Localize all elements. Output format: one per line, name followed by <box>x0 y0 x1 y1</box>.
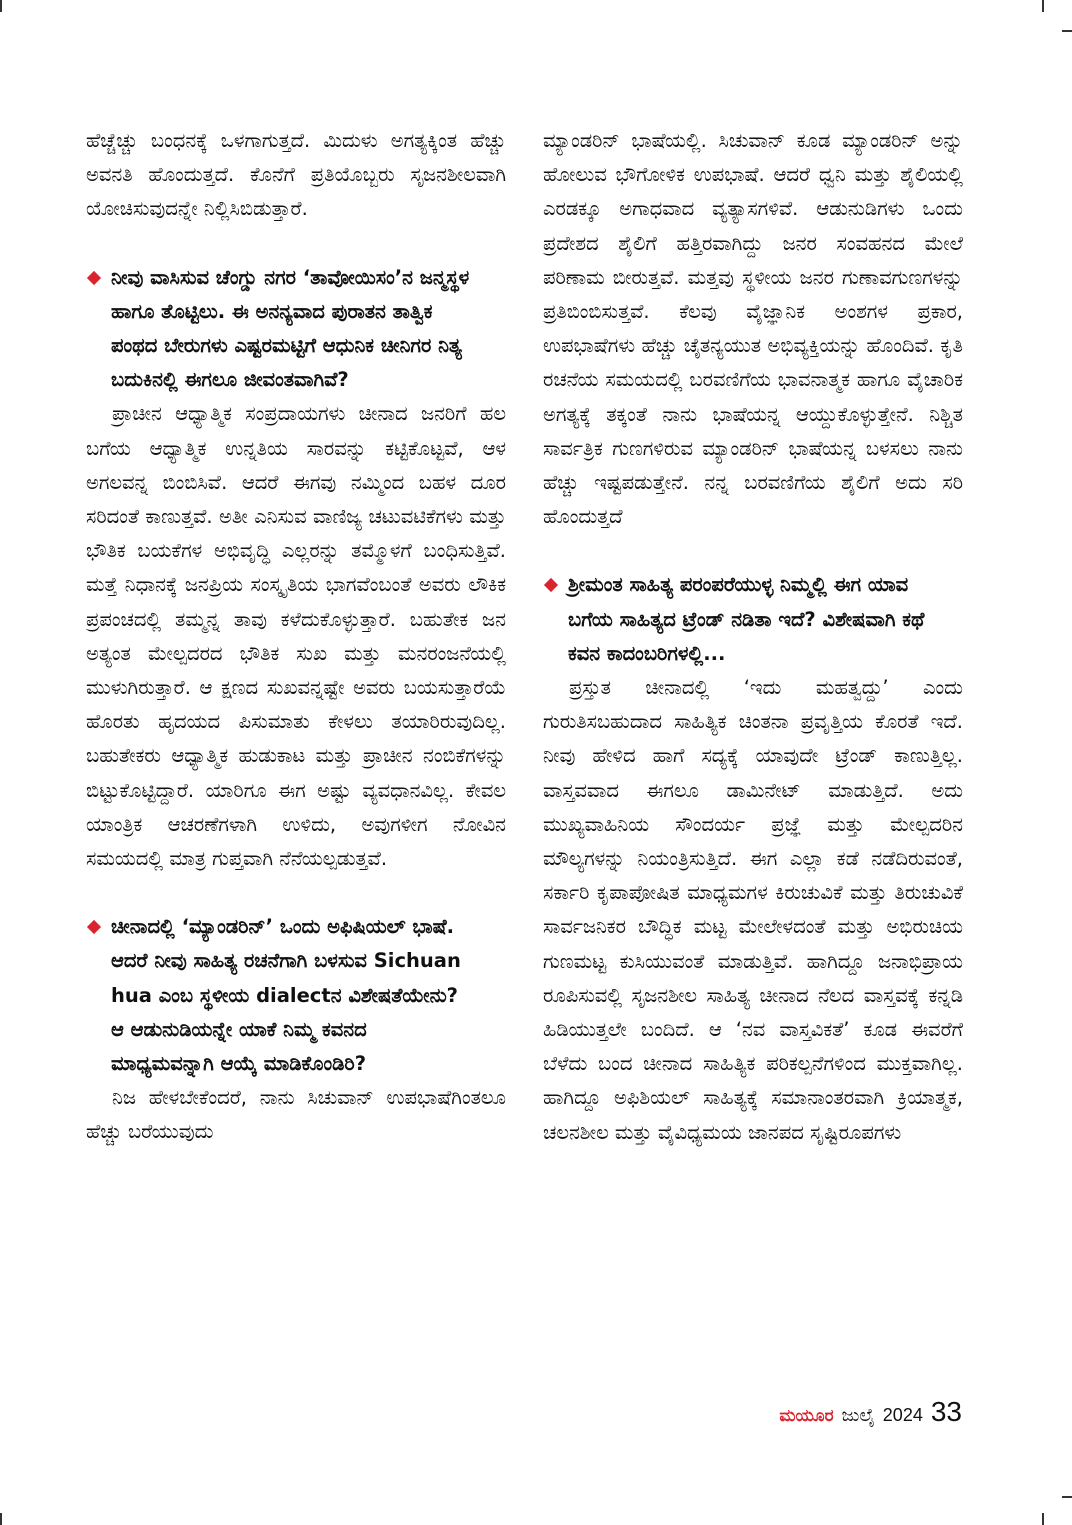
question-text: ಶ್ರೀಮಂತ ಸಾಹಿತ್ಯ ಪರಂಪರೆಯುಳ್ಳ ನಿಮ್ಮಲ್ಲಿ ಈಗ ಯಾವ ಬಗೆಯ ಸಾಹಿತ್ಯದ ಟ್ರೆಂಡ್ ನಡಿತಾ ಇದೆ? ವಿಶೇಷವಾಗಿ ಕಥೆ ಕವನ ಕಾದಂಬರಿಗಳಲ್ಲಿ... <box>568 573 925 665</box>
question-text: ನೀವು ವಾಸಿಸುವ ಚೆಂಗ್ಡು ನಗರ ‘ತಾವೋಯಿಸಂ’ನ ಜನ್ಮಸ್ಥಳ ಹಾಗೂ ತೊಟ್ಟಿಲು. ಈ ಅನನ್ಯವಾದ ಪುರಾತನ ತಾತ್ವಿಕ ಪಂಥದ ಬೇರುಗಳು ಎಷ್ಟರಮಟ್ಟಿಗೆ ಆಧುನಿಕ ಚೀನಿಗರ ನಿತ್ಯ ಬದುಕಿನಲ್ಲಿ ಈಗಲೂ ಜೀವಂತವಾಗಿವೆ? <box>111 265 470 392</box>
crop-mark-top-left <box>0 0 2 12</box>
question-block <box>86 910 506 1081</box>
crop-mark-right-lower <box>1062 1496 1072 1498</box>
issue-month: ಜುಲೈ <box>841 1405 875 1426</box>
left-column <box>86 124 506 1150</box>
crop-mark-right-upper <box>1062 30 1072 32</box>
answer-paragraph: ಪ್ರಾಚೀನ ಆಧ್ಯಾತ್ಮಿಕ ಸಂಪ್ರದಾಯಗಳು ಚೀನಾದ ಜನರಿಗೆ ಹಲ ಬಗೆಯ ಆಧ್ಯಾತ್ಮಿಕ ಉನ್ನತಿಯ ಸಾರವನ್ನು ಕಟ್ಟಿಕೊಟ್ಟವೆ, ಆಳ ಅಗಲವನ್ನ ಬಿಂಬಿಸಿವೆ. ಆದರೆ ಈಗವು ನಮ್ಮಿಂದ ಬಹಳ ದೂರ ಸರಿದಂತೆ ಕಾಣುತ್ತವೆ. ಅತೀ ಎನಿಸುವ ವಾಣಿಜ್ಯ ಚಟುವಟಿಕೆಗಳು ಮತ್ತು ಭೌತಿಕ ಬಯಕೆಗಳ ಅಭಿವೃದ್ಧಿ ಎಲ್ಲರನ್ನು ತಮ್ಮೊಳಗೆ ಬಂಧಿಸುತ್ತಿವೆ. ಮತ್ತೆ ನಿಧಾನಕ್ಕೆ ಜನಪ್ರಿಯ ಸಂಸ್ಕೃತಿಯ ಭಾಗವೆಂಬಂತೆ ಅವರು ಲೌಕಿಕ ಪ್ರಪಂಚದಲ್ಲಿ ತಮ್ಮನ್ನ ತಾವು ಕಳೆದುಕೊಳ್ಳುತ್ತಾರೆ. ಬಹುತೇಕ ಜನ ಅತ್ಯಂತ ಮೇಲ್ಪದರದ ಭೌತಿಕ ಸುಖ ಮತ್ತು ಮನರಂಜನೆಯಲ್ಲಿ ಮುಳುಗಿರುತ್ತಾರೆ. ಆ ಕ್ಷಣದ ಸುಖವನ್ನಷ್ಟೇ ಅವರು ಬಯಸುತ್ತಾರೆಯೆ ಹೊರತು ಹೃದಯದ ಪಿಸುಮಾತು ಕೇಳಲು ತಯಾರಿರುವುದಿಲ್ಲ. ಬಹುತೇಕರು ಆಧ್ಯಾತ್ಮಿಕ ಹುಡುಕಾಟ ಮತ್ತು ಪ್ರಾಚೀನ ನಂಬಿಕೆಗಳನ್ನು ಬಿಟ್ಟುಕೊಟ್ಟಿದ್ದಾರೆ. ಯಾರಿಗೂ ಈಗ ಅಷ್ಟು ವ್ಯವಧಾನವಿಲ್ಲ. ಕೇವಲ ಯಾಂತ್ರಿಕ ಆಚರಣೆಗಳಾಗಿ ಉಳಿದು, ಅವುಗಳೀಗ ನೋವಿನ ಸಮಯದಲ್ಲಿ ಮಾತ್ರ ಗುಪ್ತವಾಗಿ ನೆನೆಯಲ್ಪಡುತ್ತವೆ. <box>86 402 506 871</box>
question-block <box>543 568 963 671</box>
answer-paragraph: ನಿಜ ಹೇಳಬೇಕೆಂದರೆ, ನಾನು ಸಿಚುವಾನ್ ಉಪಭಾಷೆಗಿಂತಲೂ ಹೆಚ್ಚು ಬರೆಯುವುದು <box>86 1086 506 1144</box>
section-gap <box>86 876 506 910</box>
diamond-bullet-icon <box>544 578 558 592</box>
paragraph: ಮ್ಯಾಂಡರಿನ್ ಭಾಷೆಯಲ್ಲಿ. ಸಿಚುವಾನ್ ಕೂಡ ಮ್ಯಾಂಡರಿನ್ ಅನ್ನು ಹೋಲುವ ಭೌಗೋಳಿಕ ಉಪಭಾಷೆ. ಆದರೆ ಧ್ವನಿ ಮತ್ತು ಶೈಲಿಯಲ್ಲಿ ಎರಡಕ್ಕೂ ಅಗಾಧವಾದ ವ್ಯತ್ಯಾಸಗಳಿವೆ. ಆಡುನುಡಿಗಳು ಒಂದು ಪ್ರದೇಶದ ಶೈಲಿಗೆ ಹತ್ತಿರವಾಗಿದ್ದು ಜನರ ಸಂವಹನದ ಮೇಲೆ ಪರಿಣಾಮ ಬೀರುತ್ತವೆ. ಮತ್ತವು ಸ್ಥಳೀಯ ಜನರ ಗುಣಾವಗುಣಗಳನ್ನು ಪ್ರತಿಬಿಂಬಿಸುತ್ತವೆ. ಕೆಲವು ವೈಜ್ಞಾನಿಕ ಅಂಶಗಳ ಪ್ರಕಾರ, ಉಪಭಾಷೆಗಳು ಹೆಚ್ಚು ಚೈತನ್ಯಯುತ ಅಭಿವ್ಯಕ್ತಿಯನ್ನು ಹೊಂದಿವೆ. ಕೃತಿ ರಚನೆಯ ಸಮಯದಲ್ಲಿ ಬರವಣಿಗೆಯ ಭಾವನಾತ್ಮಕ ಹಾಗೂ ವೈಚಾರಿಕ ಅಗತ್ಯಕ್ಕೆ ತಕ್ಕಂತೆ ನಾನು ಭಾಷೆಯನ್ನ ಆಯ್ದುಕೊಳ್ಳುತ್ತೇನೆ. ನಿಶ್ಚಿತ ಸಾರ್ವತ್ರಿಕ ಗುಣಗಳಿರುವ ಮ್ಯಾಂಡರಿನ್ ಭಾಷೆಯನ್ನ ಬಳಸಲು ನಾನು ಹೆಚ್ಚು ಇಷ್ಟಪಡುತ್ತೇನೆ. ನನ್ನ ಬರವಣಿಗೆಯ ಶೈಲಿಗೆ ಅದು ಸರಿ ಹೊಂದುತ್ತದೆ <box>543 129 963 529</box>
question-text: ಚೀನಾದಲ್ಲಿ ‘ಮ್ಯಾಂಡರಿನ್’ ಒಂದು ಅಫಿಷಿಯಲ್ ಭಾಷೆ. ಆದರೆ ನೀವು ಸಾಹಿತ್ಯ ರಚನೆಗಾಗಿ ಬಳಸುವ Sichuan hua ಎಂಬ ಸ್ಥಳೀಯ dialectನ ವಿಶೇಷತೆಯೇನು? ಆ ಆಡುನುಡಿಯನ್ನೇ ಯಾಕೆ ನಿಮ್ಮ ಕವನದ ಮಾಧ್ಯಮವನ್ನಾಗಿ ಆಯ್ಕೆ ಮಾಡಿಕೊಂಡಿರಿ? <box>111 915 461 1076</box>
crop-mark-top-right <box>1042 0 1044 12</box>
page-footer <box>779 1396 962 1428</box>
section-gap <box>86 227 506 261</box>
magazine-logo: ಮಯೂರ <box>779 1406 834 1426</box>
issue-year: 2024 <box>882 1405 923 1425</box>
crop-mark-bottom-right <box>1042 1513 1044 1525</box>
diamond-bullet-icon <box>87 271 101 285</box>
paragraph: ಹೆಚ್ಚೆಚ್ಚು ಬಂಧನಕ್ಕೆ ಒಳಗಾಗುತ್ತದೆ. ಮಿದುಳು ಅಗತ್ಯಕ್ಕಿಂತ ಹೆಚ್ಚು ಅವನತಿ ಹೊಂದುತ್ತದೆ. ಕೊನೆಗೆ ಪ್ರತಿಯೊಬ್ಬರು ಸೃಜನಶೀಲವಾಗಿ ಯೋಚಿಸುವುದನ್ನೇ ನಿಲ್ಲಿಸಿಬಿಡುತ್ತಾರೆ. <box>86 129 506 221</box>
question-block <box>86 261 506 398</box>
page-number: 33 <box>930 1396 962 1427</box>
crop-mark-bottom-left <box>0 1513 2 1525</box>
section-gap <box>543 534 963 568</box>
right-column <box>543 124 963 1150</box>
answer-paragraph: ಪ್ರಸ್ತುತ ಚೀನಾದಲ್ಲಿ ‘ಇದು ಮಹತ್ವದ್ದು’ ಎಂದು ಗುರುತಿಸಬಹುದಾದ ಸಾಹಿತ್ಯಿಕ ಚಿಂತನಾ ಪ್ರವೃತ್ತಿಯ ಕೊರತೆ ಇದೆ. ನೀವು ಹೇಳಿದ ಹಾಗೆ ಸದ್ಯಕ್ಕೆ ಯಾವುದೇ ಟ್ರೆಂಡ್ ಕಾಣುತ್ತಿಲ್ಲ. ವಾಸ್ತವವಾದ ಈಗಲೂ ಡಾಮಿನೇಟ್ ಮಾಡುತ್ತಿದೆ. ಅದು ಮುಖ್ಯವಾಹಿನಿಯ ಸೌಂದರ್ಯ ಪ್ರಜ್ಞೆ ಮತ್ತು ಮೇಲ್ಪದರಿನ ಮೌಲ್ಯಗಳನ್ನು ನಿಯಂತ್ರಿಸುತ್ತಿದೆ. ಈಗ ಎಲ್ಲಾ ಕಡೆ ನಡೆದಿರುವಂತೆ, ಸರ್ಕಾರಿ ಕೃಪಾಪೋಷಿತ ಮಾಧ್ಯಮಗಳ ಕಿರುಚುವಿಕೆ ಮತ್ತು ತಿರುಚುವಿಕೆ ಸಾರ್ವಜನಿಕರ ಬೌದ್ಧಿಕ ಮಟ್ಟ ಮೇಲೇಳದಂತೆ ಮತ್ತು ಅಭಿರುಚಿಯ ಗುಣಮಟ್ಟ ಕುಸಿಯುವಂತೆ ಮಾಡುತ್ತಿವೆ. ಹಾಗಿದ್ದೂ ಜನಾಭಿಪ್ರಾಯ ರೂಪಿಸುವಲ್ಲಿ ಸೃಜನಶೀಲ ಸಾಹಿತ್ಯ ಚೀನಾದ ನೆಲದ ವಾಸ್ತವಕ್ಕೆ ಕನ್ನಡಿ ಹಿಡಿಯುತ್ತಲೇ ಬಂದಿದೆ. ಆ ‘ನವ ವಾಸ್ತವಿಕತೆ’ ಕೂಡ ಈವರೆಗೆ ಬೆಳೆದು ಬಂದ ಚೀನಾದ ಸಾಹಿತ್ಯಿಕ ಪರಿಕಲ್ಪನೆಗಳಿಂದ ಮುಕ್ತವಾಗಿಲ್ಲ. ಹಾಗಿದ್ದೂ ಅಫಿಶಿಯಲ್ ಸಾಹಿತ್ಯಕ್ಕೆ ಸಮಾನಾಂತರವಾಗಿ ಕ್ರಿಯಾತ್ಮಕ, ಚಲನಶೀಲ ಮತ್ತು ವೈವಿಧ್ಯಮಯ ಜಾನಪದ ಸೃಷ್ಟಿರೂಪಗಳು <box>543 676 963 1144</box>
diamond-bullet-icon <box>87 920 101 934</box>
